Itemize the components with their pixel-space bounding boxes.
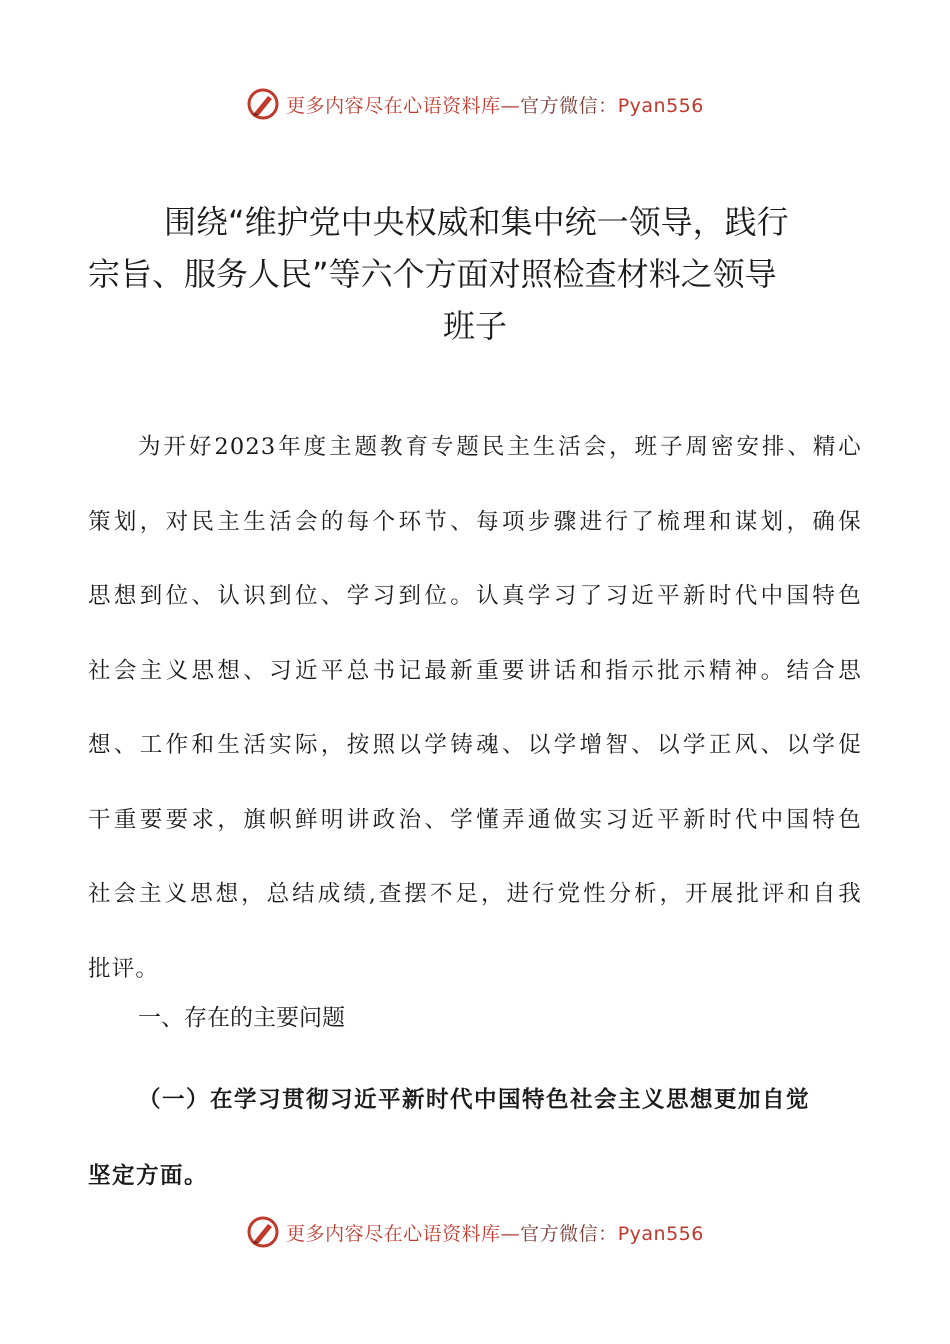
watermark-text <box>286 91 704 118</box>
title-line-1: 围绕“维护党中央权威和集中统一领导，践行 <box>164 203 789 241</box>
watermark-text <box>286 1219 704 1246</box>
pen-logo-icon <box>246 1215 280 1249</box>
watermark-dash: — <box>500 94 521 117</box>
subsection-heading-1 <box>88 1062 862 1214</box>
section-heading-problems: 一、存在的主要问题 <box>138 1005 345 1031</box>
watermark-official-label: 官方微信： <box>520 1222 618 1245</box>
paragraph-line: 为开好2023年度主题教育专题民主生活会，班子周密安排、精心 <box>138 434 862 460</box>
watermark-official-label: 官方微信： <box>520 94 618 117</box>
title-line-3: 班子 <box>442 307 507 345</box>
header-watermark <box>0 84 950 124</box>
subsection-heading-line-2: 坚定方面。 <box>88 1163 209 1189</box>
document-title <box>88 196 862 352</box>
title-line-2: 宗旨、服务人民”等六个方面对照检查材料之领导 <box>88 255 777 293</box>
paragraph-line: 社会主义思想，总结成绩,查摆不足，进行党性分析，开展批评和自我 <box>88 881 862 907</box>
watermark-wechat-id: Pyan556 <box>617 94 704 117</box>
paragraph-line: 策划，对民主生活会的每个环节、每项步骤进行了梳理和谋划，确保 <box>88 508 862 535</box>
paragraph-line: 想、工作和生活实际，按照以学铸魂、以学增智、以学正风、以学促 <box>88 732 862 758</box>
pen-logo-icon <box>246 87 280 121</box>
watermark-prefix: 更多内容尽在心语资料库 <box>286 94 501 117</box>
intro-paragraph <box>88 410 862 1006</box>
paragraph-line: 社会主义思想、习近平总书记最新重要讲话和指示批示精神。结合思 <box>88 657 862 684</box>
subsection-heading-line-1: （一）在学习贯彻习近平新时代中国特色社会主义思想更加自觉 <box>138 1087 811 1113</box>
watermark-wechat-id: Pyan556 <box>617 1222 704 1245</box>
footer-watermark <box>0 1212 950 1252</box>
paragraph-line: 干重要要求，旗帜鲜明讲政治、学懂弄通做实习近平新时代中国特色 <box>88 806 862 833</box>
paragraph-line: 思想到位、认识到位、学习到位。认真学习了习近平新时代中国特色 <box>88 583 862 609</box>
watermark-prefix: 更多内容尽在心语资料库 <box>286 1222 501 1245</box>
paragraph-line: 批评。 <box>88 955 160 982</box>
watermark-dash: — <box>500 1222 521 1245</box>
